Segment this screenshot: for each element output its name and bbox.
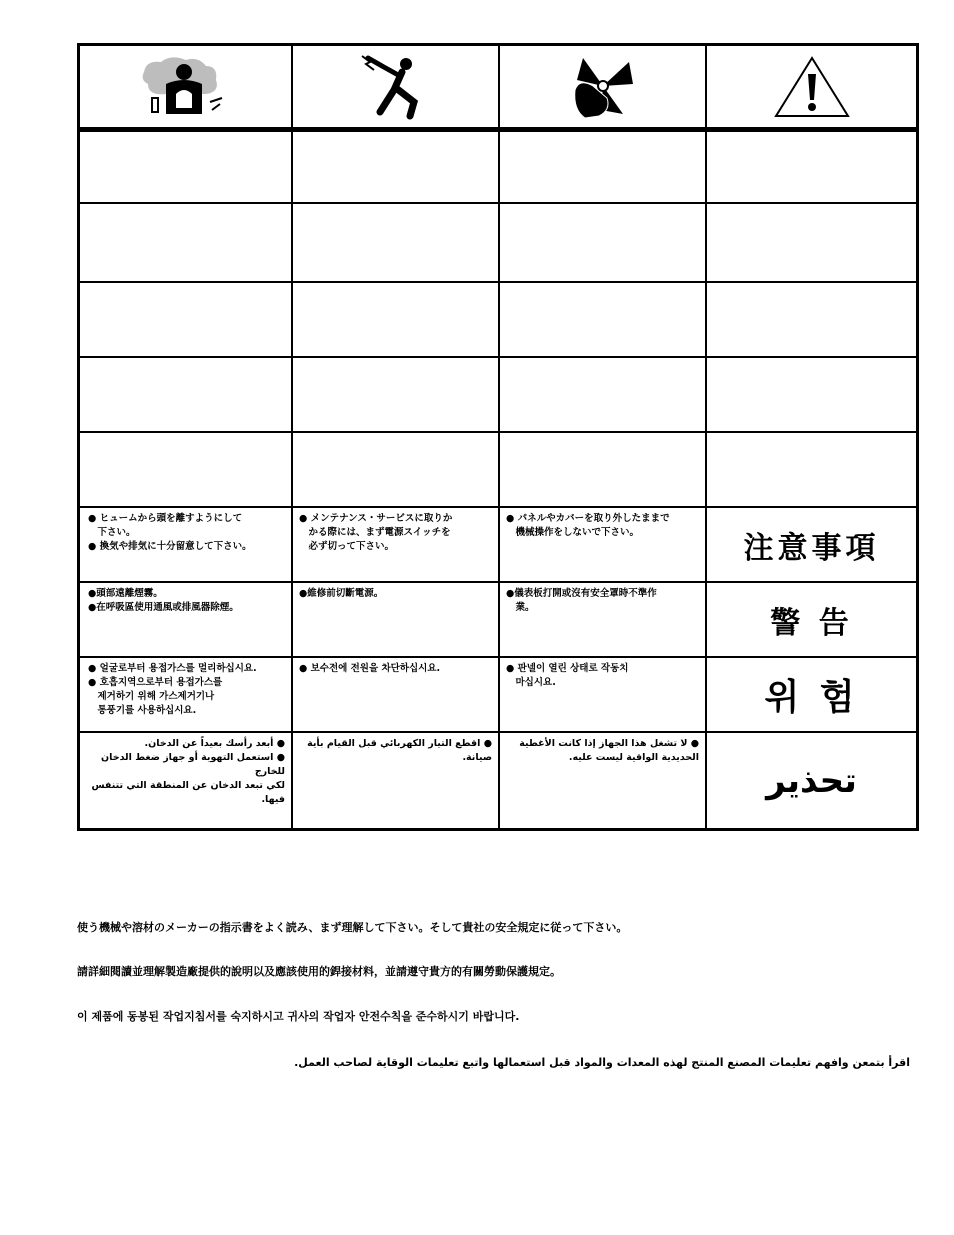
chinese-warning-label: 警 告 (770, 605, 853, 641)
chinese-fumes-text: ●頭部遠離煙霧。 ●在呼吸區使用通風或排風器除煙。 (88, 588, 239, 613)
japanese-instruction: 使う機械や溶材のメーカーの指示書をよく読み、まず理解して下さい。そして貴社の安全規定に従って下さい。 (77, 921, 628, 934)
japanese-moving-parts-text: ● パネルやカバーを取り外したままで 機械操作をしないで下さい。 (506, 513, 670, 538)
arabic-fumes-text: ● أبعد رأسك بعيداً عن الدخان. ● استعمل التهوية أو جهاز ضغط الدخان للخارج لكي تبعد الدخان عن المنطقة التي تتنفس فيها. (91, 738, 285, 805)
chinese-shock-text: ●維修前切斷電源。 (299, 588, 384, 599)
warning-triangle-icon (707, 46, 916, 127)
chinese-instruction: 請詳細閱讀並理解製造廠提供的說明以及應該使用的銲接材料，並請遵守貴方的有關勞動保護規定。 (77, 965, 561, 978)
row-divider (80, 431, 916, 433)
arabic-warning-label: تحذير (766, 760, 857, 801)
row-divider (80, 202, 916, 204)
row-divider (80, 356, 916, 358)
chinese-moving-parts-text: ●儀表板打開或沒有安全罩時不準作 業。 (506, 588, 657, 613)
japanese-warning-label: 注意事項 (743, 530, 880, 566)
korean-moving-parts-text: ● 판넬이 열린 상태로 작동치 마십시요. (506, 663, 629, 688)
arabic-moving-parts-text: ● لا تشغل هذا الجهاز إذا كانت الأغطية الحديدية الواقية ليست عليه. (519, 738, 699, 763)
header-divider (80, 127, 916, 132)
fumes-gases-icon (80, 46, 291, 127)
safety-warning-table (77, 43, 919, 831)
korean-fumes-text: ● 얼굴로부터 용접가스를 멀리하십시요. ● 호흡지역으로부터 용접가스를 제거하기 위해 가스제거기나 통풍기를 사용하십시요. (88, 663, 257, 716)
korean-instruction: 이 제품에 동봉된 작업지침서를 숙지하시고 귀사의 작업자 안전수칙을 준수하시기 바랍니다. (77, 1010, 520, 1023)
electric-shock-icon (293, 46, 498, 127)
row-divider (80, 281, 916, 283)
arabic-shock-text: ● اقطع التيار الكهربائي قبل القيام بأية صيانة. (307, 738, 492, 763)
japanese-shock-text: ● メンテナンス・サービスに取りか かる際には、まず電源スイッチを 必ず切って下さい。 (299, 513, 453, 552)
arabic-instruction: اقرأ بتمعن وافهم تعليمات المصنع المنتج لهذه المعدات والمواد قبل استعمالها واتبع تعليمات الوقاية لصاحب العمل. (294, 1056, 910, 1069)
korean-shock-text: ● 보수전에 전원을 차단하십시요. (299, 663, 441, 674)
japanese-fumes-text: ● ヒュームから頭を離すようにして 下さい。 ● 換気や排気に十分留意して下さい。 (88, 513, 252, 552)
korean-warning-label: 위 험 (764, 677, 859, 718)
moving-parts-hand-icon (500, 46, 705, 127)
